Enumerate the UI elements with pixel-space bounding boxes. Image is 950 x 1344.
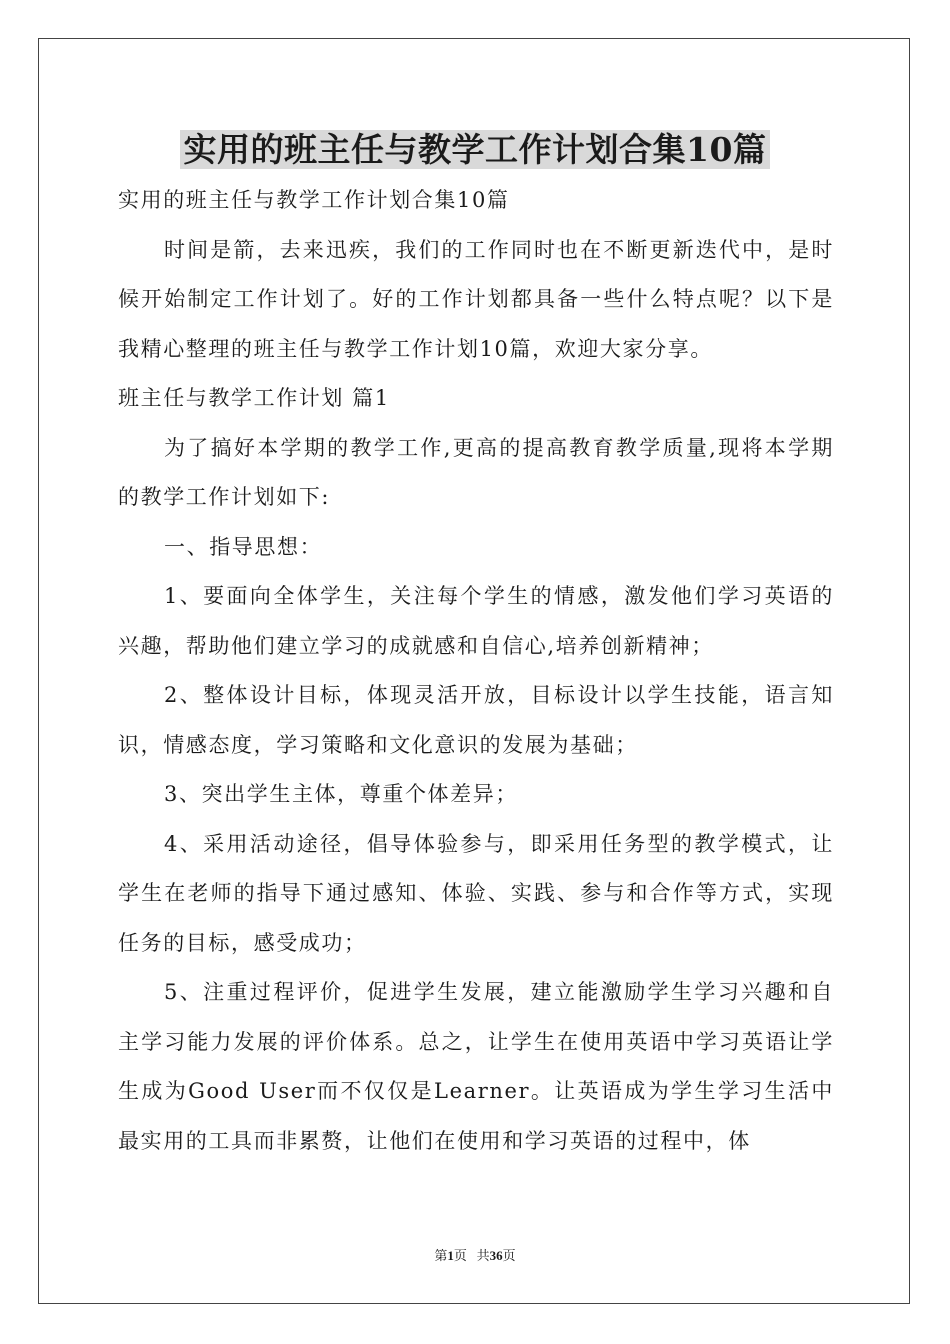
paragraph-item-4: 4、采用活动途径，倡导体验参与，即采用任务型的教学模式，让学生在老师的指导下通过感知、体验、实践、参与和合作等方式，实现任务的目标，感受成功；	[118, 831, 834, 955]
footer-total-suffix: 页	[502, 1248, 516, 1263]
document-title	[0, 126, 950, 174]
footer-page-number: 1	[447, 1248, 454, 1263]
footer-total-pages: 36	[489, 1248, 503, 1263]
section-heading: 班主任与教学工作计划 篇1	[118, 386, 390, 410]
document-body	[118, 176, 834, 1166]
paragraph-item-5: 5、注重过程评价，促进学生发展，建立能激励学生学习兴趣和自主学习能力发展的评价体系。总之，让学生在使用英语中学习英语让学生成为Good User而不仅仅是Learner。让英语成为学生学习生活中最实用的工具而非累赘，让他们在使用和学习英语的过程中，体	[118, 980, 834, 1153]
page-footer	[0, 1246, 950, 1266]
footer-total-prefix: 共	[476, 1248, 490, 1263]
footer-page-prefix: 第	[434, 1248, 448, 1263]
paragraph-intro: 时间是箭，去来迅疾，我们的工作同时也在不断更新迭代中，是时候开始制定工作计划了。好的工作计划都具备一些什么特点呢？以下是我精心整理的班主任与教学工作计划10篇，欢迎大家分享。	[118, 237, 834, 361]
paragraph-item-3: 3、突出学生主体，尊重个体差异；	[164, 782, 518, 806]
paragraph-guiding-thought: 一、指导思想：	[164, 534, 323, 559]
footer-page-suffix: 页	[453, 1248, 467, 1263]
document-title-text: 实用的班主任与教学工作计划合集10篇	[180, 130, 771, 169]
paragraph-item-2: 2、整体设计目标，体现灵活开放，目标设计以学生技能，语言知识，情感态度，学习策略和文化意识的发展为基础；	[118, 683, 834, 757]
document-subtitle: 实用的班主任与教学工作计划合集10篇	[118, 188, 510, 212]
paragraph-item-1: 1、要面向全体学生，关注每个学生的情感，激发他们学习英语的兴趣，帮助他们建立学习的成就感和自信心,培养创新精神；	[118, 584, 834, 658]
paragraph-plan-intro: 为了搞好本学期的教学工作,更高的提高教育教学质量,现将本学期的教学工作计划如下:	[118, 435, 834, 509]
